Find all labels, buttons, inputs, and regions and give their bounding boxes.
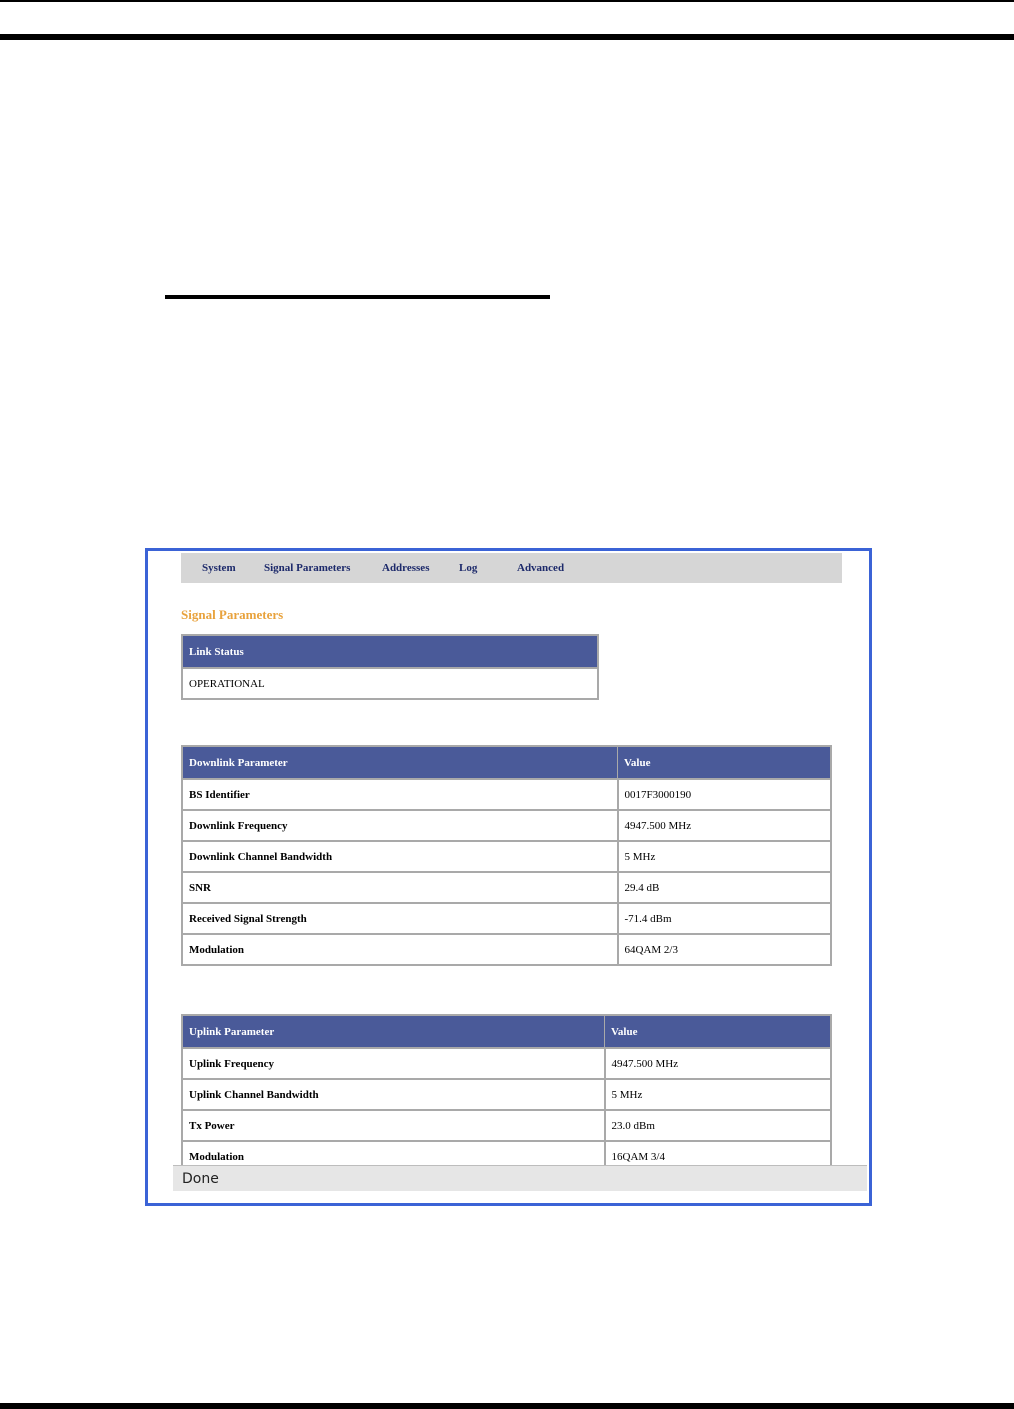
table-header-row — [182, 1015, 831, 1048]
table-row — [182, 1048, 831, 1079]
table-row — [182, 841, 831, 872]
uplink-value-cell: 23.0 dBm — [605, 1110, 832, 1141]
top-rule-thick — [0, 34, 1014, 40]
table-header-row — [182, 746, 831, 779]
table-row — [182, 872, 831, 903]
uplink-param-cell: Uplink Frequency — [182, 1048, 605, 1079]
downlink-value-cell: 4947.500 MHz — [618, 810, 832, 841]
table-row — [182, 779, 831, 810]
uplink-value-header: Value — [605, 1015, 832, 1048]
nav-addresses[interactable]: Addresses — [382, 562, 430, 574]
downlink-value-cell: 64QAM 2/3 — [618, 934, 832, 965]
heading-underline — [165, 295, 550, 299]
downlink-table — [181, 745, 832, 966]
table-row — [182, 903, 831, 934]
table-row — [182, 668, 598, 699]
page-title: Signal Parameters — [181, 607, 284, 622]
uplink-table — [181, 1014, 832, 1173]
table-row — [182, 1079, 831, 1110]
downlink-value-cell: -71.4 dBm — [618, 903, 832, 934]
uplink-param-header: Uplink Parameter — [182, 1015, 605, 1048]
nav-log[interactable]: Log — [459, 562, 478, 574]
link-status-table — [181, 634, 599, 700]
link-status-value: OPERATIONAL — [182, 668, 598, 699]
table-header-row — [182, 635, 598, 668]
nav-bar — [181, 553, 842, 583]
downlink-param-cell: Received Signal Strength — [182, 903, 618, 934]
uplink-value-cell: 16QAM 3/4 — [605, 1141, 832, 1172]
downlink-param-cell: Downlink Channel Bandwidth — [182, 841, 618, 872]
downlink-param-cell: BS Identifier — [182, 779, 618, 810]
bottom-rule — [0, 1403, 1014, 1409]
downlink-param-cell: Downlink Frequency — [182, 810, 618, 841]
downlink-param-header: Downlink Parameter — [182, 746, 618, 779]
top-rule-thin — [0, 0, 1014, 2]
browser-screenshot — [145, 548, 872, 1206]
nav-system[interactable]: System — [202, 562, 236, 574]
status-bar: Done — [173, 1165, 867, 1191]
uplink-value-cell: 5 MHz — [605, 1079, 832, 1110]
uplink-param-cell: Modulation — [182, 1141, 605, 1172]
uplink-param-cell: Tx Power — [182, 1110, 605, 1141]
table-row — [182, 810, 831, 841]
nav-advanced[interactable]: Advanced — [517, 562, 565, 574]
downlink-value-cell: 0017F3000190 — [618, 779, 832, 810]
link-status-header: Link Status — [182, 635, 598, 668]
downlink-param-cell: SNR — [182, 872, 618, 903]
nav-signal-parameters[interactable]: Signal Parameters — [264, 562, 351, 574]
uplink-param-cell: Uplink Channel Bandwidth — [182, 1079, 605, 1110]
table-row — [182, 1110, 831, 1141]
downlink-value-cell: 5 MHz — [618, 841, 832, 872]
downlink-value-cell: 29.4 dB — [618, 872, 832, 903]
downlink-param-cell: Modulation — [182, 934, 618, 965]
table-row — [182, 934, 831, 965]
uplink-value-cell: 4947.500 MHz — [605, 1048, 832, 1079]
downlink-value-header: Value — [618, 746, 832, 779]
